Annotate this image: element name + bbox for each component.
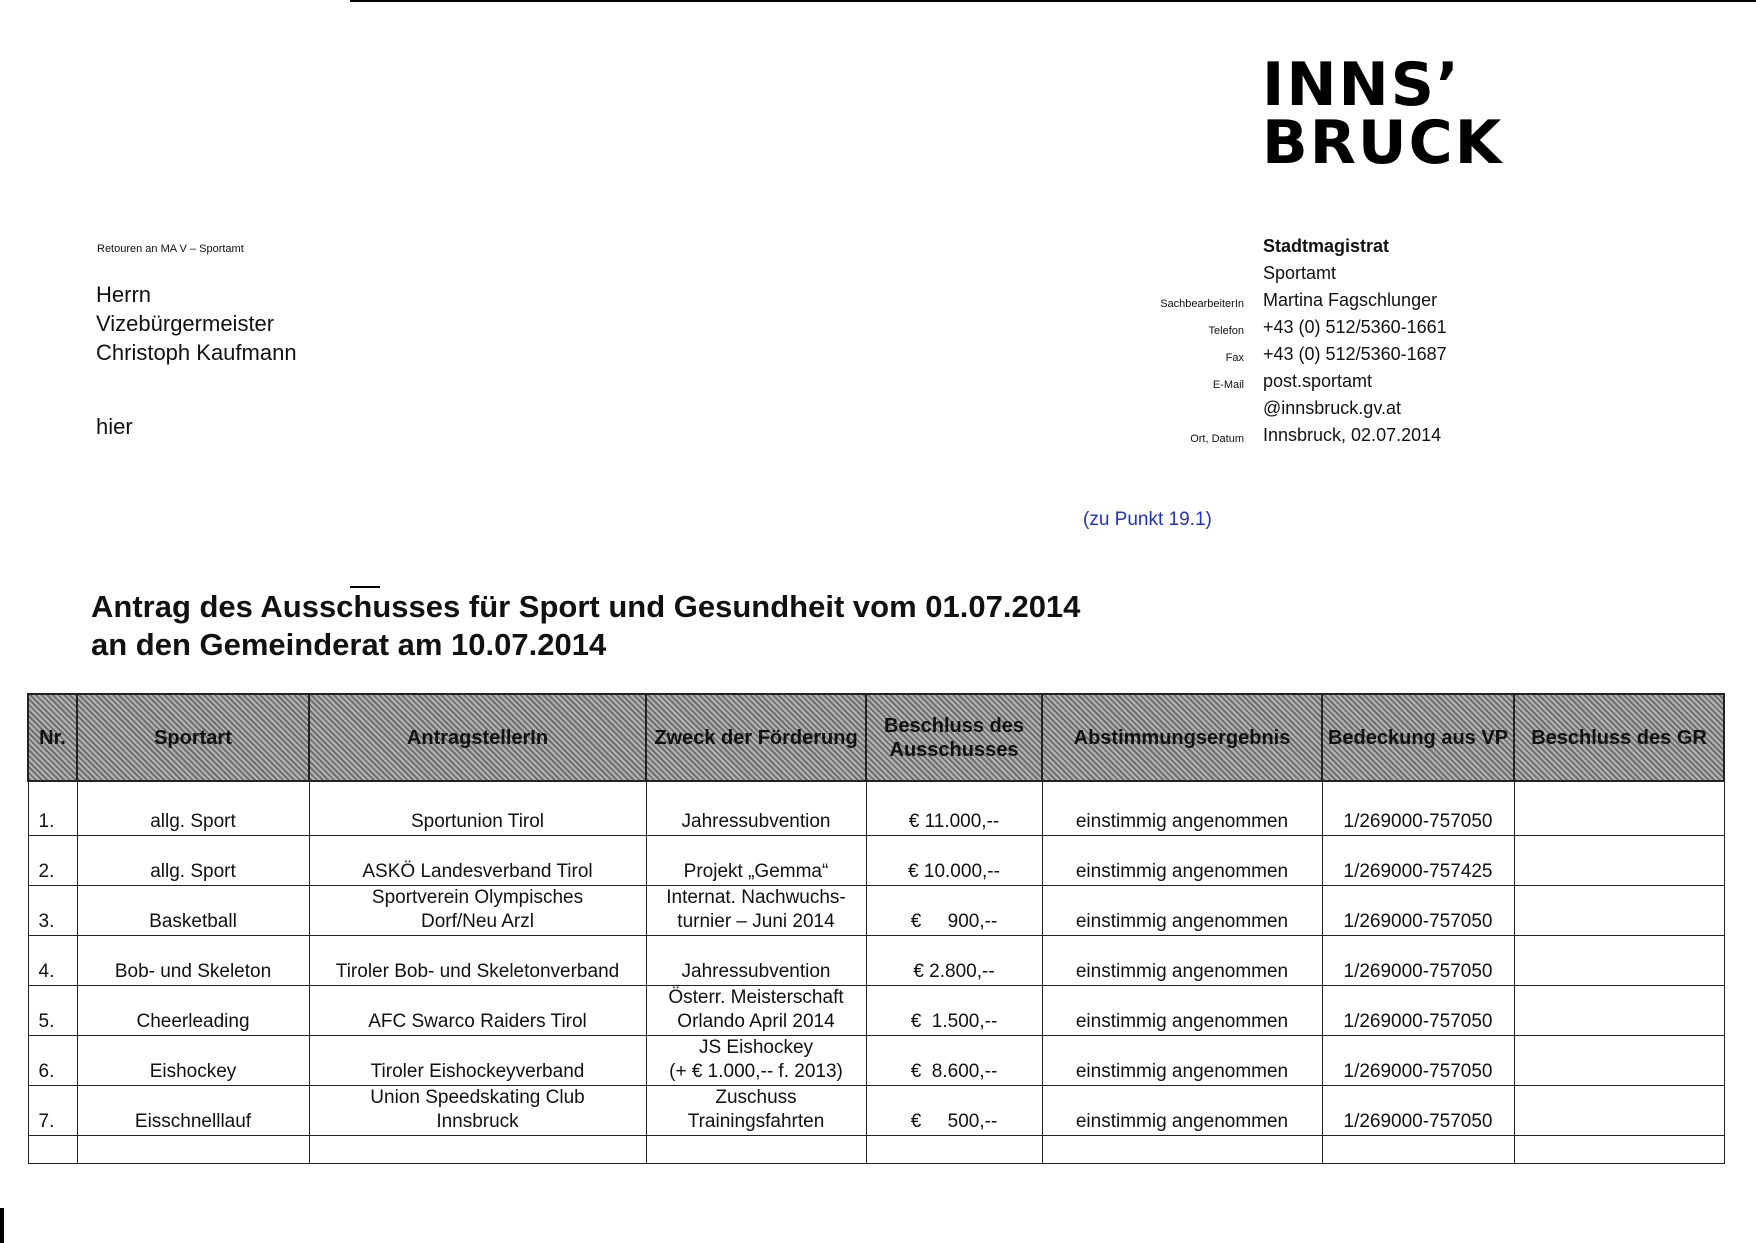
sender-clerk: Martina Fagschlunger	[1263, 290, 1438, 310]
table-row: 4. Bob- und Skeleton Tiroler Bob- und Skeletonverband Jahressubvention € 2.800,-- einstimmig angenommen 1/269000-757050	[28, 936, 1724, 986]
recipient-title: Vizebürgermeister	[96, 311, 275, 336]
reference-note: (zu Punkt 19.1)	[1083, 509, 1212, 530]
page-title: Antrag des Ausschusses für Sport und Gesundheit vom 01.07.2014 an den Gemeinderat am 10.07.2014	[91, 589, 1081, 662]
innsbruck-logo: INNS’ BRUCK	[1262, 50, 1504, 178]
col-header-applicant: AntragstellerIn	[309, 694, 646, 781]
sender-block	[1263, 233, 1447, 449]
sender-office: Sportamt	[1263, 263, 1337, 283]
scan-border-top	[0, 0, 1756, 2]
col-header-nr: Nr.	[28, 694, 77, 781]
table-row: 1. allg. Sport Sportunion Tirol Jahressubvention € 11.000,-- einstimmig angenommen 1/269000-757050	[28, 781, 1724, 836]
sender-email-2: @innsbruck.gv.at	[1263, 398, 1401, 418]
recipient-address	[96, 280, 297, 441]
table-header-row	[28, 694, 1724, 781]
sender-fax: +43 (0) 512/5360-1687	[1263, 344, 1447, 364]
table-row: 7. Eisschnelllauf Union Speedskating Club Innsbruck Zuschuss Trainingsfahrten € 500,-- einstimmig angenommen 1/269000-757050	[28, 1086, 1724, 1136]
col-header-sport: Sportart	[77, 694, 309, 781]
sender-place-date: Innsbruck, 02.07.2014	[1263, 425, 1442, 445]
sender-dept: Stadtmagistrat	[1263, 236, 1390, 256]
recipient-name: Christoph Kaufmann	[96, 340, 297, 365]
table-row: 2. allg. Sport ASKÖ Landesverband Tirol Projekt „Gemma“ € 10.000,-- einstimmig angenommen 1/269000-757425	[28, 836, 1724, 886]
recipient-salutation: Herrn	[96, 282, 152, 307]
col-header-committee: Beschluss des Ausschusses	[866, 694, 1042, 781]
label-email: E-Mail	[1212, 379, 1244, 391]
label-fax: Fax	[1225, 352, 1244, 364]
col-header-vote: Abstimmungsergebnis	[1042, 694, 1322, 781]
recipient-hier: hier	[96, 414, 133, 439]
label-date: Ort, Datum	[1190, 433, 1244, 445]
sender-email-1: post.sportamt	[1263, 371, 1373, 391]
scan-border-left	[0, 1208, 4, 1243]
label-phone: Telefon	[1208, 325, 1244, 337]
table-row: 6. Eishockey Tiroler Eishockeyverband JS Eishockey (+ € 1.000,-- f. 2013) € 8.600,-- einstimmig angenommen 1/269000-757050	[28, 1036, 1724, 1086]
subsidy-table	[27, 693, 1725, 1164]
sender-phone: +43 (0) 512/5360-1661	[1263, 317, 1447, 337]
return-note: Retouren an MA V – Sportamt	[97, 243, 244, 255]
table-row: 5. Cheerleading AFC Swarco Raiders Tirol Österr. Meisterschaft Orlando April 2014 € 1.500,-- einstimmig angenommen 1/269000-757050	[28, 986, 1724, 1036]
table-row-empty	[28, 1136, 1724, 1164]
col-header-purpose: Zweck der Förderung	[646, 694, 866, 781]
table-row: 3. Basketball Sportverein Olympisches Dorf/Neu Arzl Internat. Nachwuchs- turnier – Juni 2014 € 900,-- einstimmig angenommen 1/269000-757050	[28, 886, 1724, 936]
col-header-budget: Bedeckung aus VP	[1322, 694, 1514, 781]
sender-labels	[1100, 237, 1244, 453]
label-clerk: SachbearbeiterIn	[1160, 298, 1244, 310]
col-header-gr: Beschluss des GR	[1514, 694, 1724, 781]
